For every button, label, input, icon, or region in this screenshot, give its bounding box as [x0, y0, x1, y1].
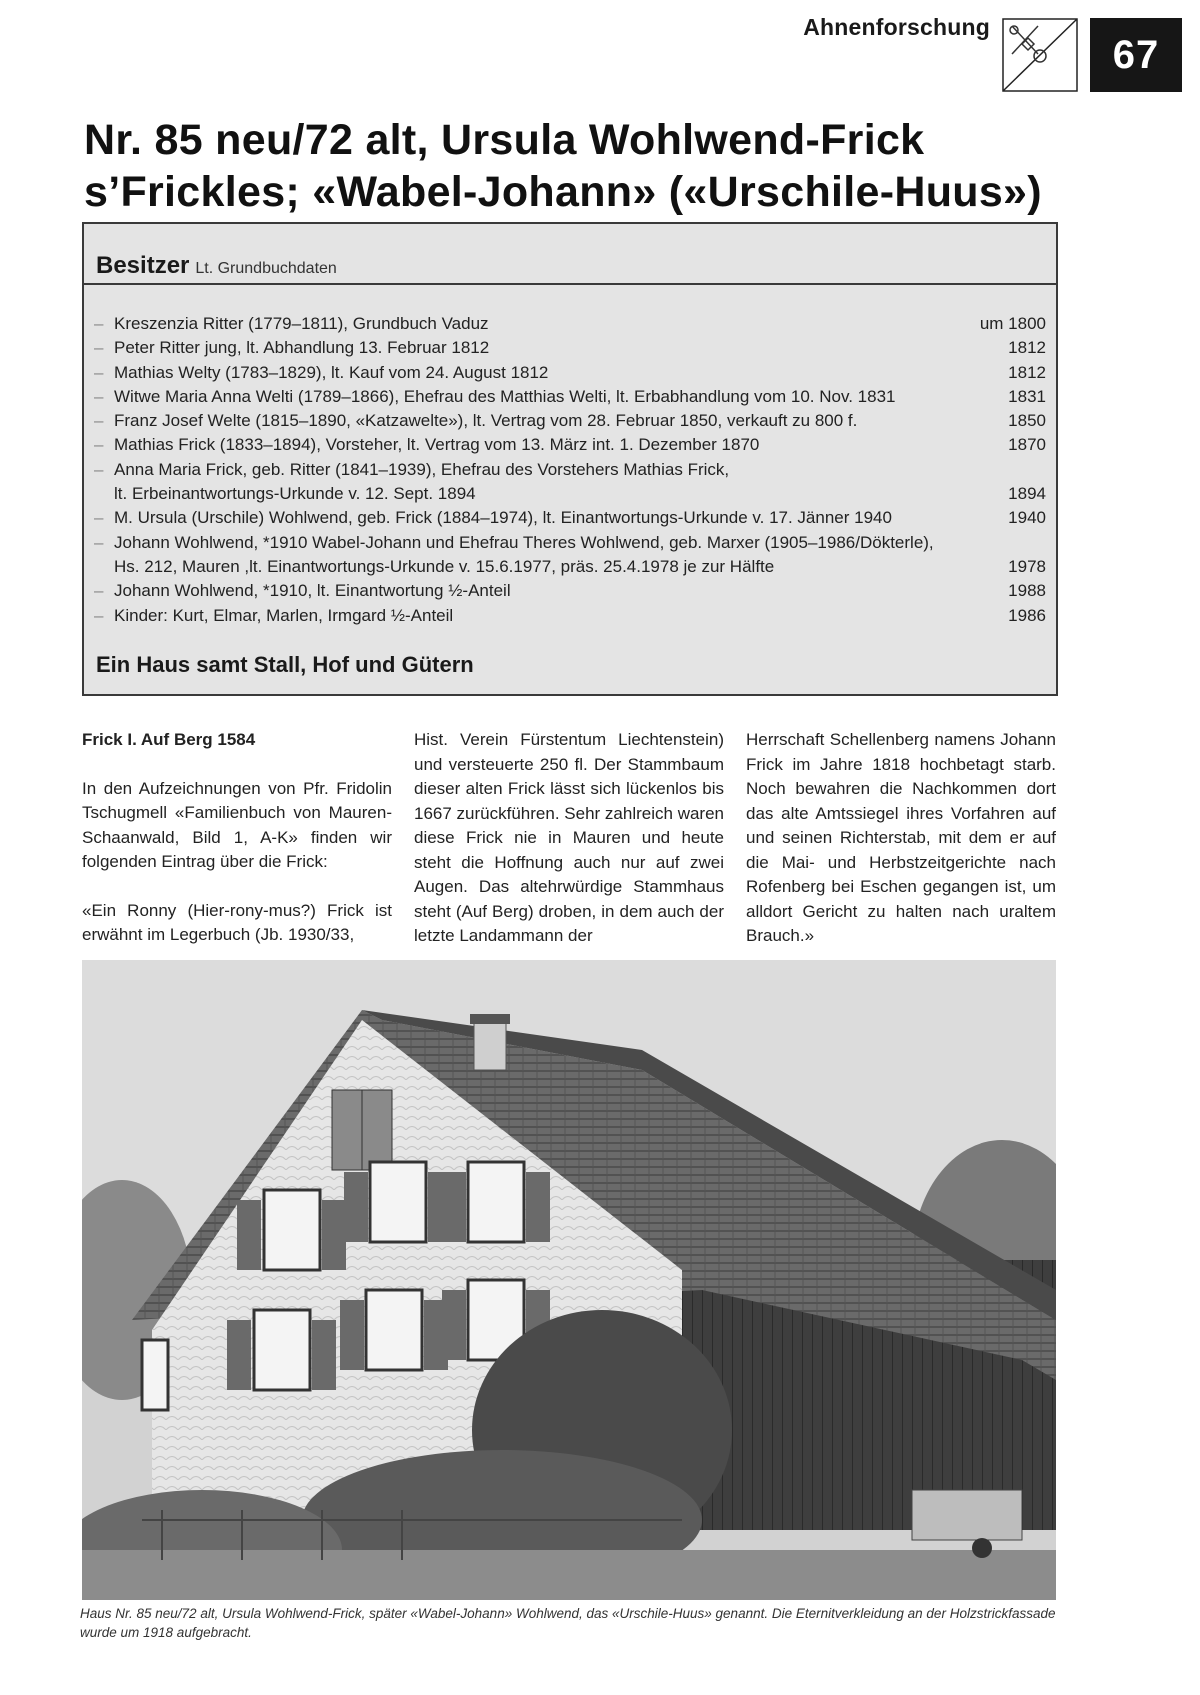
owner-text [94, 409, 976, 433]
owner-entry [94, 385, 1046, 409]
owner-year: 1978 [1008, 556, 1046, 576]
owner-text [94, 312, 976, 336]
owner-entry [94, 312, 1046, 336]
article-column-2 [414, 728, 724, 949]
owner-text-line: M. Ursula (Urschile) Wohlwend, geb. Frick (1884–1974), lt. Einantwortungs-Urkunde v. 17. Jänner 1940 [114, 508, 892, 528]
owner-text-line: Johann Wohlwend, *1910 Wabel-Johann und Ehefrau Theres Wohlwend, geb. Marxer (1905–1986/Dökterle), [114, 532, 934, 552]
owners-subheading: Lt. Grundbuchdaten [195, 260, 337, 277]
owner-text [94, 433, 976, 457]
owner-text-line: Witwe Maria Anna Welti (1789–1866), Ehefrau des Matthias Welti, lt. Erbabhandlung vom 10. Nov. 1831 [114, 386, 896, 406]
owner-text-line: Kinder: Kurt, Elmar, Marlen, Irmgard ½-Anteil [114, 605, 454, 625]
page-title [84, 114, 1104, 218]
owner-text-line: Kreszenzia Ritter (1779–1811), Grundbuch Vaduz [114, 314, 489, 333]
owner-text [94, 361, 976, 385]
owner-year: 1812 [1008, 362, 1046, 382]
owner-text-line: Mathias Frick (1833–1894), Vorsteher, lt. Vertrag vom 13. März int. 1. Dezember 1870 [114, 435, 760, 455]
owner-text [94, 458, 976, 507]
owners-divider [84, 283, 1056, 285]
owner-text [94, 531, 976, 580]
house-photo [82, 960, 1056, 1600]
owners-heading [96, 252, 337, 280]
owner-text-line: Johann Wohlwend, *1910, lt. Einantwortung ½-Anteil [114, 581, 511, 601]
article-paragraph: In den Aufzeichnungen von Pfr. Fridolin Tschugmell «Familienbuch von Mauren-Schaanwald, Bild 1, A-K» finden wir folgenden Eintrag über die Frick: [82, 778, 392, 871]
article-paragraph: Hist. Verein Fürstentum Liechtenstein) und versteuerte 250 fl. Der Stammbaum dieser alten Frick lässt sich lückenlos bis 1667 zurückführen. Sehr zahlreich waren diese Frick nie in Mauren und heute steht die Hoffnung auch nur auf zwei Augen. Das altehrwürdige Stammhaus steht (Auf Berg) droben, in dem auch der letzte Landammann der [414, 730, 724, 945]
title-line-2: s’Frickles; «Wabel-Johann» («Urschile-Huus») [84, 168, 1042, 216]
owner-entry [94, 604, 1046, 628]
owners-box [82, 222, 1058, 696]
owner-text-line: Franz Josef Welte (1815–1890, «Katzawelte»), lt. Vertrag vom 28. Februar 1850, verkauft zu 800 f. [114, 411, 858, 431]
owner-year: 1812 [1008, 338, 1046, 358]
owners-list [94, 312, 1046, 628]
coat-of-arms-icon [1002, 18, 1078, 92]
owner-text [94, 506, 976, 530]
article-paragraph: Herrschaft Schellenberg namens Johann Frick im Jahre 1818 hochbetagt starb. Noch bewahren die Nachkommen dort das alte Amtssiegel ihres Vorfahren auf und seinen Richterstab, mit dem er auf die Mai- und Herbstzeitgerichte nach Rofenberg bei Eschen gegangen ist, um alldort Gericht zu halten nach uraltem Brauch.» [746, 730, 1056, 945]
owner-text-line: Anna Maria Frick, geb. Ritter (1841–1939), Ehefrau des Vorstehers Mathias Frick, [114, 459, 730, 479]
owner-entry [94, 531, 1046, 580]
owner-year: 1831 [1008, 386, 1046, 406]
owner-text-line: Peter Ritter jung, lt. Abhandlung 13. Februar 1812 [114, 338, 490, 358]
owner-year: 1986 [1008, 605, 1046, 625]
owner-text-line: lt. Erbeinantwortungs-Urkunde v. 12. Sept. 1894 [114, 484, 476, 504]
owner-text [94, 385, 976, 409]
owner-year: 1894 [1008, 484, 1046, 504]
owners-footer: Ein Haus samt Stall, Hof und Gütern [96, 652, 474, 677]
owner-entry [94, 506, 1046, 530]
owner-entry [94, 336, 1046, 360]
owner-year: um 1800 [979, 314, 1046, 333]
owner-year: 1988 [1008, 581, 1046, 601]
article-paragraph: «Ein Ronny (Hier-rony-mus?) Frick ist erwähnt im Legerbuch (Jb. 1930/33, [82, 900, 392, 944]
owners-heading-label: Besitzer [96, 252, 190, 279]
owner-year: 1940 [1008, 508, 1046, 528]
owner-entry [94, 361, 1046, 385]
owner-entry [94, 433, 1046, 457]
title-line-1: Nr. 85 neu/72 alt, Ursula Wohlwend-Frick [84, 116, 925, 164]
photo-caption: Haus Nr. 85 neu/72 alt, Ursula Wohlwend-Frick, später «Wabel-Johann» Wohlwend, das «Urschile-Huus» genannt. Die Eternitverkleidung an der Holzstrickfassade wurde um 1918 aufgebracht. [80, 1606, 1056, 1640]
owner-text [94, 604, 976, 628]
article-column-1 [82, 728, 392, 948]
owner-entry [94, 409, 1046, 433]
owner-text-line: Hs. 212, Mauren ,lt. Einantwortungs-Urkunde v. 15.6.1977, präs. 25.4.1978 je zur Hälfte [114, 556, 775, 576]
owner-year: 1870 [1008, 435, 1046, 455]
owner-entry [94, 458, 1046, 507]
owner-entry [94, 579, 1046, 603]
owner-year: 1850 [1008, 411, 1046, 431]
article-subtitle: Frick I. Auf Berg 1584 [82, 730, 256, 749]
article-column-3 [746, 728, 1056, 949]
page-number: 67 [1090, 18, 1182, 92]
owner-text [94, 336, 976, 360]
owner-text [94, 579, 976, 603]
section-label: Ahnenforschung [803, 14, 990, 40]
owner-text-line: Mathias Welty (1783–1829), lt. Kauf vom 24. August 1812 [114, 362, 549, 382]
